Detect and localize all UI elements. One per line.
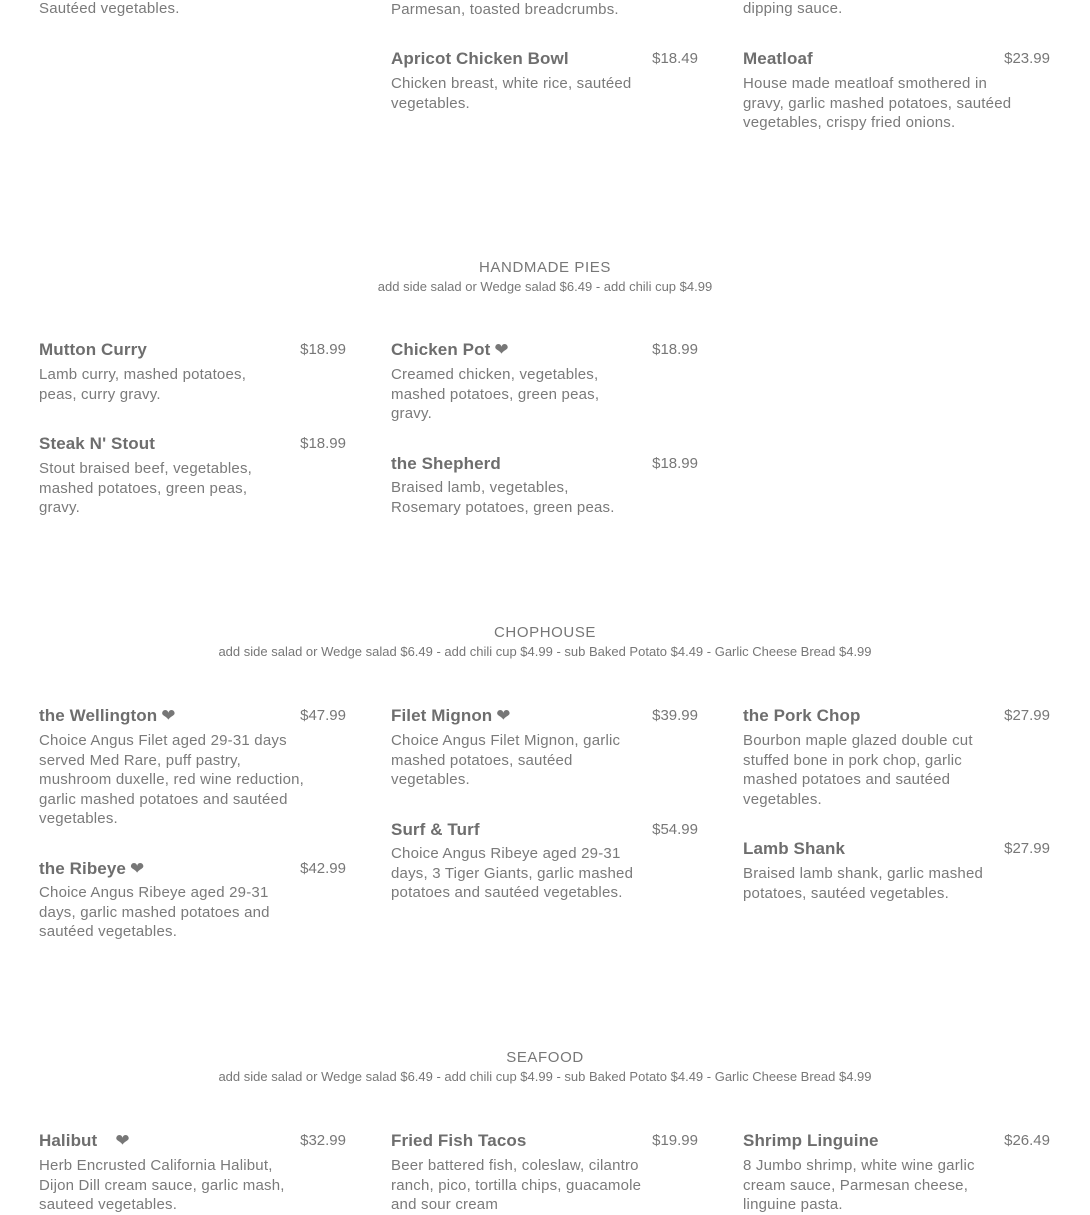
menu-item-price: $18.99 <box>300 341 346 358</box>
menu-item-desc: Choice Angus Ribeye aged 29-31 days, garlic mashed potatoes and sautéed vegetables. <box>39 884 270 941</box>
menu-item-desc: Bourbon maple glazed double cut stuffed bone in pork chop, garlic mashed potatoes and sautéed vegetables. <box>743 732 973 808</box>
menu-item-desc: Choice Angus Ribeye aged 29-31 days, 3 Tiger Giants, garlic mashed potatoes and sautéed vegetables. <box>391 845 634 902</box>
section-subtitle: add side salad or Wedge salad $6.49 - add chili cup $4.99 - sub Baked Potato $4.49 - Garlic Cheese Bread $4.99 <box>218 644 872 659</box>
menu-item-price: $23.99 <box>1004 50 1050 67</box>
menu-item-desc: Choice Angus Filet Mignon, garlic mashed potatoes, sautéed vegetables. <box>391 732 621 789</box>
menu-item-desc: Beer battered fish, coleslaw, cilantro ranch, pico, tortilla chips, guacamole and sour cream <box>391 1157 642 1214</box>
menu-item-desc: Chicken breast, white rice, sautéed vegetables. <box>391 75 632 112</box>
heart-icon: ❤ <box>494 340 509 359</box>
menu-item-price: $47.99 <box>300 707 346 724</box>
menu-item-price: $27.99 <box>1004 840 1050 857</box>
menu-item-name: the Ribeye ❤ <box>39 859 145 878</box>
menu-item-name: Surf & Turf <box>391 820 480 839</box>
menu-item-desc: Parmesan, toasted breadcrumbs. <box>391 1 619 18</box>
menu-item-price: $19.99 <box>652 1132 698 1149</box>
menu-item-price: $42.99 <box>300 860 346 877</box>
menu-item-name: Fried Fish Tacos <box>391 1131 527 1150</box>
menu-item-name: the Shepherd <box>391 454 501 473</box>
menu-item-name: Mutton Curry <box>39 340 147 359</box>
heart-icon: ❤ <box>496 706 511 725</box>
heart-icon: ❤ <box>129 859 145 878</box>
menu-item-name: the Wellington ❤ <box>39 706 176 725</box>
menu-item-price: $18.49 <box>652 50 698 67</box>
menu-item-desc: Stout braised beef, vegetables, mashed potatoes, green peas, gravy. <box>39 460 253 517</box>
menu-item-name: Halibut ❤ <box>39 1131 130 1150</box>
section-title: SEAFOOD <box>506 1049 584 1066</box>
menu-item-desc: Choice Angus Filet aged 29-31 days served Med Rare, puff pastry, mushroom duxelle, red wine reduction, garlic mashed potatoes and sautéed vegetables. <box>39 732 305 828</box>
menu-item-price: $54.99 <box>652 821 698 838</box>
section-title: HANDMADE PIES <box>479 259 611 276</box>
menu-item-desc: Braised lamb, vegetables, Rosemary potatoes, green peas. <box>391 479 615 516</box>
heart-icon: ❤ <box>161 706 176 725</box>
menu-item-name: the Pork Chop <box>743 706 861 725</box>
menu-item-price: $32.99 <box>300 1132 346 1149</box>
menu-item-desc: Lamb curry, mashed potatoes, peas, curry gravy. <box>39 366 247 403</box>
menu-item-name: Chicken Pot ❤ <box>391 340 509 359</box>
menu-item-desc: House made meatloaf smothered in gravy, garlic mashed potatoes, sautéed vegetables, crispy fried onions. <box>743 75 1012 132</box>
menu-item-price: $18.99 <box>652 341 698 358</box>
menu-item-desc: Creamed chicken, vegetables, mashed potatoes, green peas, gravy. <box>391 366 600 423</box>
section-subtitle: add side salad or Wedge salad $6.49 - add chili cup $4.99 - sub Baked Potato $4.49 - Garlic Cheese Bread $4.99 <box>218 1069 872 1084</box>
menu-item-name: Steak N' Stout <box>39 434 155 453</box>
menu-item-desc: Herb Encrusted California Halibut, Dijon Dill cream sauce, garlic mash, sauteed vegetables. <box>39 1157 285 1214</box>
menu-item-desc: Braised lamb shank, garlic mashed potatoes, sautéed vegetables. <box>743 865 984 902</box>
menu-item-desc: Sautéed vegetables. <box>39 0 180 17</box>
menu-item-name: Shrimp Linguine <box>743 1131 879 1150</box>
menu-item-price: $26.49 <box>1004 1132 1050 1149</box>
menu-item-price: $39.99 <box>652 707 698 724</box>
menu-item-name: Filet Mignon ❤ <box>391 706 511 725</box>
menu-item-name: Apricot Chicken Bowl <box>391 49 569 68</box>
section-title: CHOPHOUSE <box>493 624 597 641</box>
section-subtitle: add side salad or Wedge salad $6.49 - add chili cup $4.99 <box>377 279 713 294</box>
menu-item-desc: dipping sauce. <box>743 0 843 17</box>
heart-icon: ❤ <box>115 1131 130 1150</box>
menu-item-name: Meatloaf <box>743 49 813 68</box>
menu-item-price: $27.99 <box>1004 707 1050 724</box>
menu-item-name: Lamb Shank <box>743 839 846 858</box>
menu-item-price: $18.99 <box>300 435 346 452</box>
menu-item-desc: 8 Jumbo shrimp, white wine garlic cream sauce, Parmesan cheese, linguine pasta. <box>743 1157 975 1214</box>
menu-item-price: $18.99 <box>652 455 698 472</box>
